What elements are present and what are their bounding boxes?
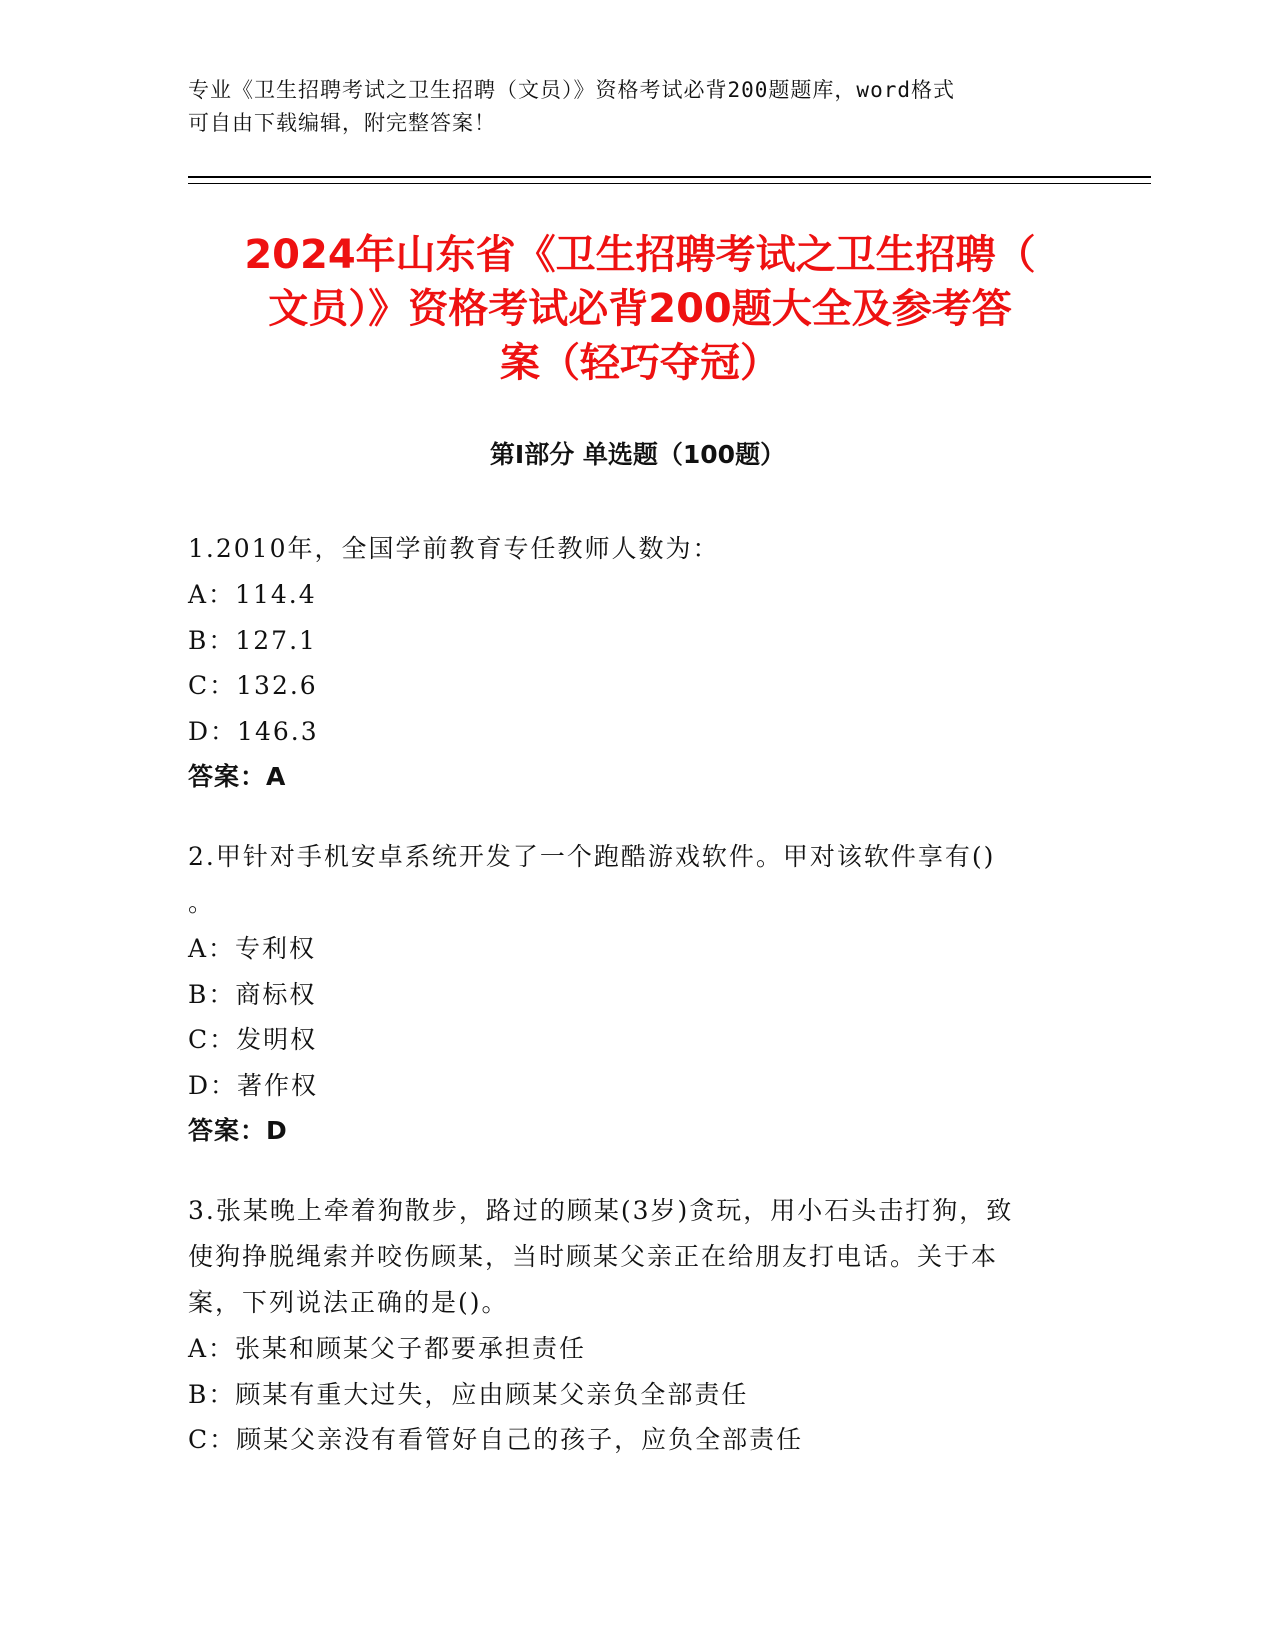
option-b: B：顾某有重大过失，应由顾某父亲负全部责任 (188, 1379, 749, 1409)
question-stem: 1.2010年，全国学前教育专任教师人数为： (188, 534, 720, 563)
question-stem-continued: 案，下列说法正确的是()。 (188, 1288, 509, 1317)
option-a: A：专利权 (188, 934, 317, 963)
question-stem: 2.甲针对手机安卓系统开发了一个跑酷游戏软件。甲对该软件享有() (188, 842, 996, 871)
option-d: D：著作权 (188, 1070, 319, 1100)
question-3 (188, 1188, 1088, 1463)
option-a: A：114.4 (188, 580, 317, 609)
document-title-line: 文员）》资格考试必背200题大全及参考答 (268, 286, 1012, 332)
header-divider-thick (188, 176, 1151, 178)
question-2 (188, 834, 1088, 1153)
question-stem-continued: 使狗挣脱绳索并咬伤顾某，当时顾某父亲正在给朋友打电话。关于本 (188, 1242, 999, 1271)
option-c: C：132.6 (188, 671, 318, 700)
option-c: C：顾某父亲没有看管好自己的孩子，应负全部责任 (188, 1425, 804, 1454)
question-stem-continued: 。 (188, 888, 216, 917)
option-c: C：发明权 (188, 1025, 318, 1054)
document-title-line: 2024年山东省《卫生招聘考试之卫生招聘（ (244, 232, 1036, 278)
document-title-line: 案（轻巧夺冠） (500, 340, 780, 386)
question-list (188, 526, 1088, 1498)
answer: 答案：D (188, 1116, 288, 1145)
document-title (160, 228, 1120, 390)
option-b: B：127.1 (188, 625, 317, 655)
header-note (188, 74, 1068, 140)
option-d: D：146.3 (188, 716, 319, 746)
answer: 答案：A (188, 762, 287, 791)
section-heading: 第I部分 单选题（100题） (489, 440, 786, 469)
question-stem: 3.张某晚上牵着狗散步，路过的顾某(3岁)贪玩，用小石头击打狗，致 (188, 1196, 1014, 1225)
option-b: B：商标权 (188, 979, 317, 1009)
question-1 (188, 526, 1088, 799)
header-note-line: 专业《卫生招聘考试之卫生招聘（文员）》资格考试必背200题题库，word格式 (188, 78, 955, 102)
option-a: A：张某和顾某父子都要承担责任 (188, 1334, 587, 1363)
header-divider-thin (188, 183, 1151, 184)
header-note-line: 可自由下载编辑，附完整答案！ (188, 111, 496, 135)
